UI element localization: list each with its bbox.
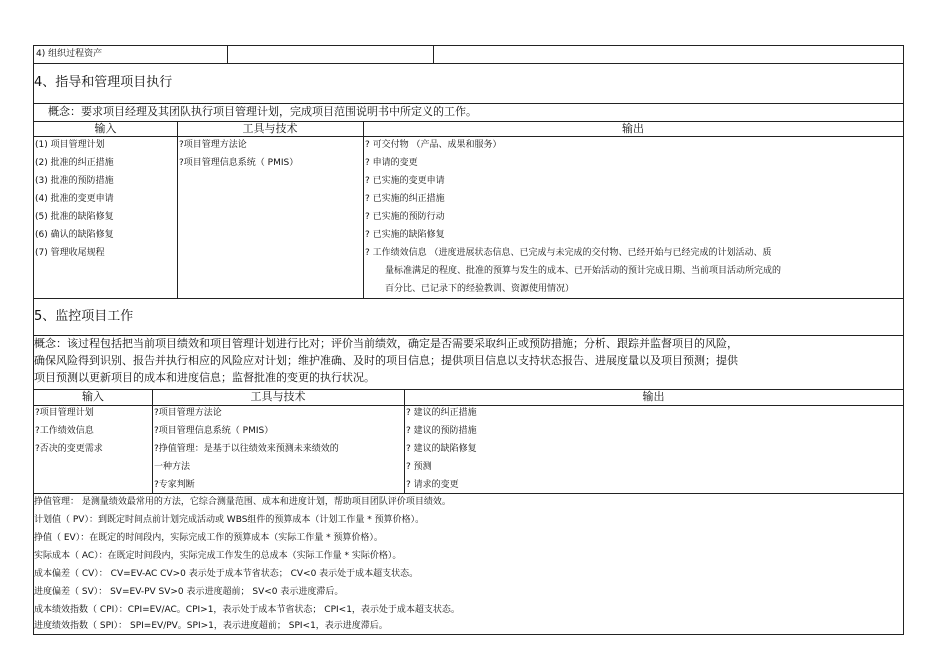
output-item: ? 建议的缺陷修复: [406, 444, 477, 454]
rule: [433, 46, 434, 63]
rule: [34, 335, 903, 336]
concept-text: 概念：要求项目经理及其团队执行项目管理计划，完成项目范围说明书中所定义的工作。: [48, 105, 477, 118]
note-line: 计划值（ PV）：到既定时间点前计划完成活动或 WBS组件的预算成本（计划工作量 * 预算价格）。: [34, 515, 425, 525]
rule: [34, 493, 903, 494]
input-item: (1) 项目管理计划: [35, 140, 105, 150]
input-item: (6) 确认的缺陷修复: [35, 230, 114, 240]
output-item: ? 建议的纠正措施: [406, 408, 477, 418]
rule: [34, 405, 903, 406]
output-item: ? 工作绩效信息 （进度进展状态信息、已完成与未完成的交付物、已经开始与已经完成的计划活动、质: [365, 248, 772, 258]
output-item: ? 已实施的缺陷修复: [365, 230, 445, 240]
header-outputs: 输出: [622, 122, 644, 135]
concept-text: 确保风险得到识别、报告并执行相应的风险应对计划；维护准确、及时的项目信息；提供项目信息以支持状态报告、进展度量以及项目预测；提供: [34, 354, 738, 367]
output-item-continued: 量标准满足的程度、批准的预算与发生的成本、已开始活动的预计完成日期、当前项目活动所完成的: [385, 266, 782, 276]
tool-item: ?项目管理方法论: [179, 140, 247, 150]
rule: [152, 389, 153, 493]
input-item: (3) 批准的预防措施: [35, 176, 114, 186]
note-line: 实际成本（ AC）：在既定时间段内，实际完成工作发生的总成本（实际工作量 * 实际价格）。: [34, 551, 402, 561]
top-row-cell: 4) 组织过程资产: [36, 49, 103, 59]
note-line: 成本偏差（ CV）： CV=EV-AC CV>0 表示处于成本节省状态； CV<0 表示处于成本超支状态。: [34, 569, 419, 579]
tool-item: ?项目管理信息系统（ PMIS）: [179, 158, 299, 168]
note-line: 挣值（ EV）：在既定的时间段内，实际完成工作的预算成本（实际工作量 * 预算价格）。: [34, 533, 383, 543]
input-item: (4) 批准的变更申请: [35, 194, 114, 204]
output-item: ? 可交付物 （产品、成果和服务）: [365, 140, 502, 150]
header-tools: 工具与技术: [250, 390, 306, 403]
rule: [404, 389, 405, 493]
output-item: ? 已实施的纠正措施: [365, 194, 445, 204]
header-tools: 工具与技术: [242, 122, 298, 135]
rule: [34, 298, 903, 299]
tool-item: ?专家判断: [154, 480, 195, 490]
rule: [363, 121, 364, 298]
rule: [34, 103, 903, 104]
rule: [34, 389, 903, 390]
tool-item: ?挣值管理：是基于以往绩效来预测未来绩效的: [154, 444, 339, 454]
note-line: 进度偏差（ SV）： SV=EV-PV SV>0 表示进度超前； SV<0 表示进度滞后。: [34, 587, 344, 597]
output-item: ? 已实施的预防行动: [365, 212, 445, 222]
input-item: (2) 批准的纠正措施: [35, 158, 114, 168]
input-item: (5) 批准的缺陷修复: [35, 212, 114, 222]
note-line: 挣值管理： 是测量绩效最常用的方法，它综合测量范围、成本和进度计划，帮助项目团队评价项目绩效。: [34, 497, 451, 507]
output-item: ? 建议的预防措施: [406, 426, 477, 436]
tool-item: ?项目管理信息系统（ PMIS）: [154, 426, 274, 436]
note-line: 进度绩效指数（ SPI）： SPI=EV/PV。SPI>1，表示进度超前； SPI<1，表示进度滞后。: [34, 621, 388, 631]
header-outputs: 输出: [642, 390, 665, 403]
output-item: ? 已实施的变更申请: [365, 176, 445, 186]
input-item: ?否决的变更需求: [35, 444, 103, 454]
rule: [177, 121, 178, 298]
concept-text: 项目预测以更新项目的成本和进度信息；监督批准的变更的执行状况。: [34, 371, 375, 384]
header-inputs: 输入: [82, 390, 104, 403]
rule: [227, 46, 228, 63]
output-item: ? 申请的变更: [365, 158, 418, 168]
rule: [34, 121, 903, 122]
output-item: ? 预测: [406, 462, 432, 472]
input-item: ?工作绩效信息: [35, 426, 94, 436]
concept-text: 概念：该过程包括把当前项目绩效和项目管理计划进行比对；评价当前绩效，确定是否需要采取纠正或预防措施；分析、跟踪并监督项目的风险，: [34, 337, 738, 350]
section-title: 5、监控项目工作: [34, 309, 134, 324]
rule: [34, 63, 903, 64]
input-item: (7) 管理收尾规程: [35, 248, 105, 258]
section-title: 4、指导和管理项目执行: [34, 75, 173, 90]
header-inputs: 输入: [94, 122, 117, 135]
output-item-continued: 百分比、已记录下的经验教训、资源使用情况）: [385, 284, 575, 294]
output-item: ? 请求的变更: [406, 480, 459, 490]
document-table: [33, 45, 904, 635]
rule: [34, 136, 903, 137]
input-item: ?项目管理计划: [35, 408, 94, 418]
tool-item: 一种方法: [154, 462, 191, 472]
note-line: 成本绩效指数（ CPI）：CPI=EV/AC。CPI>1，表示处于成本节省状态； CPI<1，表示处于成本超支状态。: [34, 605, 460, 615]
tool-item: ?项目管理方法论: [154, 408, 222, 418]
